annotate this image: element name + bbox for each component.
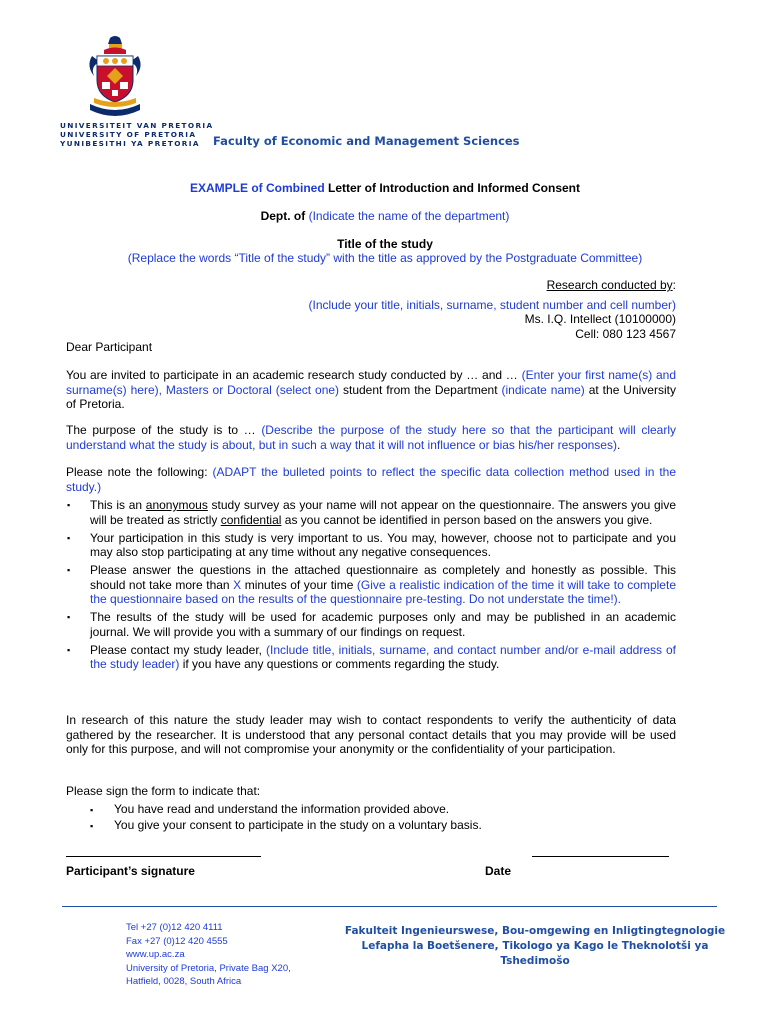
letter-title-example: EXAMPLE of Combined bbox=[190, 181, 325, 195]
footer-address-2: Hatfield, 0028, South Africa bbox=[126, 976, 242, 987]
information-list bbox=[66, 498, 676, 675]
invite-hint-names: (Enter your first name(s) and surname(s) here), Masters or Doctoral (select one) bbox=[66, 368, 677, 397]
researcher-hint: (Include your title, initials, surname, student number and cell number) bbox=[308, 297, 676, 312]
purpose-end: . bbox=[616, 437, 621, 452]
footer-fax: Fax +27 (0)12 420 4555 bbox=[126, 935, 228, 947]
b1-text: This is an bbox=[90, 498, 146, 512]
b3-text: Please answer the questions in the attached questionnaire as completely and honestly as possible. This should not take more than bbox=[90, 563, 676, 592]
researcher-cell: Cell: 080 123 4567 bbox=[575, 326, 676, 341]
b1-confidential: confidential bbox=[220, 512, 282, 527]
footer-faculty-names bbox=[340, 924, 730, 969]
researcher-name: Ms. I.Q. Intellect (10100000) bbox=[524, 312, 676, 326]
date-label: Date bbox=[485, 864, 512, 878]
note-text: Please note the following: bbox=[66, 465, 213, 479]
consent-item-2: You give your consent to participate in the study on a voluntary basis. bbox=[114, 818, 482, 832]
list-item: ▪ Your participation in this study is very important to us. You may, however, choose not to participate and you may also stop participating at any time without any negative consequences. bbox=[67, 530, 676, 559]
letter-title-rest: Letter of Introduction and Informed Consent bbox=[324, 181, 580, 195]
researcher-colon: : bbox=[672, 278, 676, 292]
consent-list bbox=[90, 802, 482, 834]
salutation: Dear Participant bbox=[66, 340, 153, 354]
invite-hint-dept: (indicate name) bbox=[501, 382, 585, 397]
b1-text-2: study survey as your name will not appear on the questionnaire. The answers you give will be treated as strictly bbox=[90, 498, 676, 527]
invite-text: You are invited to participate in an academic research study conducted by … and … bbox=[66, 368, 522, 382]
footer-faculty-sepedi: Lefapha la Boetšenere, Tikologo ya Kago le Theknolotši ya Tshedimošo bbox=[361, 940, 709, 967]
note-hint: (ADAPT the bulleted points to reflect the specific data collection method used in the study.) bbox=[66, 465, 677, 494]
participant-signature-label: Participant’s signature bbox=[66, 864, 195, 878]
b3-hint: (Give a realistic indication of the time it will take to complete the questionnaire based on the results of the questionnaire pre-testing. Do not understate the time!). bbox=[90, 577, 676, 606]
participant-signature-line[interactable] bbox=[66, 856, 261, 857]
purpose-hint: (Describe the purpose of the study here so that the participant will clearly understand what the study is about, but in such a way that it will not influence or bias his/her responses) bbox=[66, 423, 676, 452]
footer-divider bbox=[62, 906, 717, 907]
b1-anonymous: anonymous bbox=[145, 498, 208, 512]
invite-text-dept: student from the Department bbox=[339, 382, 502, 397]
researcher-label: Research conducted by bbox=[546, 278, 673, 292]
faculty-name: Faculty of Economic and Management Sciences bbox=[213, 134, 520, 148]
letter-title bbox=[0, 181, 770, 195]
b5-hint: (Include title, initials, surname, and contact number and/or e-mail address of the study leader) bbox=[90, 642, 676, 671]
date-line[interactable] bbox=[532, 856, 669, 857]
b4-text: The results of the study will be used for academic purposes only and may be published in an academic journal. We will provide you with a summary of our findings on request. bbox=[90, 610, 676, 639]
invite-text-end: at the University of Pretoria. bbox=[66, 382, 676, 411]
university-name-afrikaans: UNIVERSITEIT VAN PRETORIA bbox=[60, 121, 214, 130]
b5-text-2: if you have any questions or comments regarding the study. bbox=[179, 657, 500, 671]
purpose-text: The purpose of the study is to … bbox=[66, 423, 262, 437]
list-item: ▪ You have read and understand the information provided above. bbox=[90, 802, 450, 816]
b5-text: Please contact my study leader, bbox=[90, 642, 266, 657]
footer-website[interactable]: www.up.ac.za bbox=[126, 949, 185, 960]
footer-contact bbox=[126, 921, 291, 989]
b3-x: X bbox=[233, 577, 242, 592]
purpose-paragraph bbox=[66, 423, 676, 452]
list-item: ▪ The results of the study will be used for academic purposes only and may be published in an academic journal. We will provide you with a summary of our findings on request. bbox=[67, 610, 676, 639]
b2-text: Your participation in this study is very important to us. You may, however, choose not to participate and you may also stop participating at any time without any negative consequences. bbox=[90, 530, 676, 559]
university-name-block bbox=[60, 121, 213, 148]
consent-item-1: You have read and understand the information provided above. bbox=[114, 802, 450, 816]
list-item: ▪ This is an anonymous study survey as your name will not appear on the questionnaire. The answers you give will be treated as strictly confidential as you cannot be identified in person based on the answers you give. bbox=[67, 498, 676, 527]
list-item: ▪ Please contact my study leader, (Include title, initials, surname, and contact number and/or e-mail address of the study leader) if you have any questions or comments regarding the study. bbox=[67, 642, 676, 671]
footer-faculty-afrikaans: Fakulteit Ingenieurswese, Bou-omgewing en Inligtingtegnologie bbox=[344, 925, 726, 937]
department-label: Dept. of bbox=[260, 209, 309, 223]
researcher-block bbox=[76, 278, 676, 341]
b3-text-2: minutes of your time bbox=[241, 577, 357, 592]
study-title-hint: (Replace the words “Title of the study” with the title as approved by the Postgraduate Committee) bbox=[127, 251, 643, 265]
university-name-english: UNIVERSITY OF PRETORIA bbox=[60, 130, 197, 139]
list-item: ▪ You give your consent to participate in the study on a voluntary basis. bbox=[90, 818, 482, 832]
university-name-sepedi: YUNIBESITHI YA PRETORIA bbox=[60, 139, 200, 148]
invitation-paragraph bbox=[66, 368, 676, 412]
b1-text-3: as you cannot be identified in person based on the answers you give. bbox=[281, 512, 653, 527]
research-paragraph: In research of this nature the study leader may wish to contact respondents to verify the authenticity of data gathered by the researcher. It is understood that any personal contact details that you may provide will be used only for this purpose, and will not compromise your anonymity or the confidentiality of your participation. bbox=[66, 713, 676, 756]
department-hint: (Indicate the name of the department) bbox=[308, 209, 510, 223]
sign-intro: Please sign the form to indicate that: bbox=[66, 784, 261, 798]
university-crest-icon bbox=[86, 34, 144, 118]
note-paragraph bbox=[66, 465, 676, 494]
footer-tel: Tel +27 (0)12 420 4111 bbox=[126, 922, 223, 933]
department-line bbox=[0, 209, 770, 223]
list-item: ▪ Please answer the questions in the attached questionnaire as completely and honestly as possible. This should not take more than X minutes of your time (Give a realistic indication of the time it will take to complete the questionnaire based on the results of the questionnaire pre-testing. Do not understate the time!). bbox=[67, 563, 676, 606]
study-title: Title of the study bbox=[337, 237, 433, 251]
footer-address-1: University of Pretoria, Private Bag X20, bbox=[126, 962, 291, 974]
